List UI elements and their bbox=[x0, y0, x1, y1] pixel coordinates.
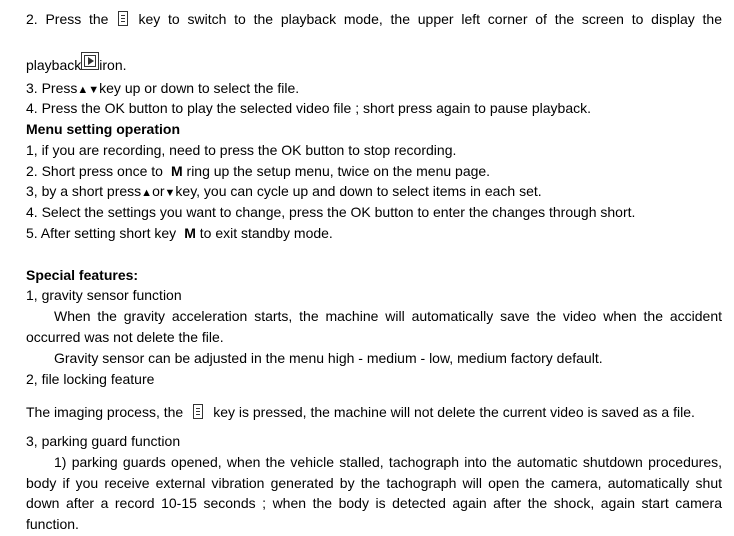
text: 2. Short press once to bbox=[26, 163, 163, 179]
text: key, you can cycle up and down to select items in each set. bbox=[175, 183, 542, 199]
line-press-menu-key bbox=[26, 11, 722, 28]
line-select-file bbox=[26, 80, 299, 99]
m-key-label: M bbox=[170, 163, 183, 179]
heading-special-features: Special features: bbox=[26, 267, 139, 283]
text: playback bbox=[26, 57, 82, 73]
line-gravity-p2: Gravity sensor can be adjusted in the menu high - medium - low, medium factory default. bbox=[54, 350, 603, 366]
line-gravity-title: 1, gravity sensor function bbox=[26, 287, 182, 303]
line-menu-1: 1, if you are recording, need to press the OK button to stop recording. bbox=[26, 142, 457, 158]
up-down-arrows-icon: ▲▼ bbox=[77, 84, 100, 96]
playback-icon bbox=[81, 52, 99, 70]
line-menu-2 bbox=[26, 163, 490, 180]
up-arrow-icon: ▲ bbox=[141, 187, 153, 199]
line-playback-icon bbox=[26, 52, 127, 74]
text: ring up the setup menu, twice on the menu page. bbox=[186, 163, 491, 179]
text: 3. Press bbox=[26, 80, 78, 96]
menu-key-icon bbox=[118, 11, 128, 26]
line-file-lock-title: 2, file locking feature bbox=[26, 371, 155, 387]
text: key to switch to the playback mode, the upper left corner of the screen to display the bbox=[138, 11, 722, 27]
line-menu-3 bbox=[26, 183, 542, 202]
text: iron. bbox=[99, 57, 127, 73]
down-arrow-icon: ▼ bbox=[164, 187, 176, 199]
menu-key-icon bbox=[193, 404, 203, 419]
text: key up or down to select the file. bbox=[99, 80, 300, 96]
text: 5. After setting short key bbox=[26, 225, 177, 241]
line-menu-4: 4. Select the settings you want to change, press the OK button to enter the changes through short. bbox=[26, 204, 636, 220]
line-menu-5 bbox=[26, 225, 333, 242]
text: The imaging process, the bbox=[26, 404, 184, 420]
m-key-label: M bbox=[184, 225, 196, 241]
text: 3, by a short press bbox=[26, 183, 142, 199]
line-parking-p1: 1) parking guards opened, when the vehicle stalled, tachograph into the automatic shutdown procedures, bbox=[54, 454, 722, 470]
line-file-lock-desc bbox=[26, 404, 695, 421]
line-gravity-p1b: occurred was not delete the file. bbox=[26, 329, 224, 345]
heading-menu-setting: Menu setting operation bbox=[26, 121, 180, 137]
text: or bbox=[152, 183, 165, 199]
text: 2. Press the bbox=[26, 11, 109, 27]
line-play-video: 4. Press the OK button to play the selected video file ; short press again to pause playback. bbox=[26, 100, 591, 116]
text: key is pressed, the machine will not delete the current video is saved as a file. bbox=[213, 404, 695, 420]
text: to exit standby mode. bbox=[199, 225, 333, 241]
line-parking-p3: down after a record 10-15 seconds ; when the body is detected again after the shock, again start camera bbox=[26, 495, 722, 511]
line-gravity-p1a: When the gravity acceleration starts, the machine will automatically save the video when the accident bbox=[54, 308, 722, 324]
line-parking-p2: body if you receive external vibration generated by the tachograph will open the camera, automatically shut bbox=[26, 475, 722, 491]
line-parking-title: 3, parking guard function bbox=[26, 433, 181, 449]
line-parking-p4: function. bbox=[26, 516, 79, 532]
